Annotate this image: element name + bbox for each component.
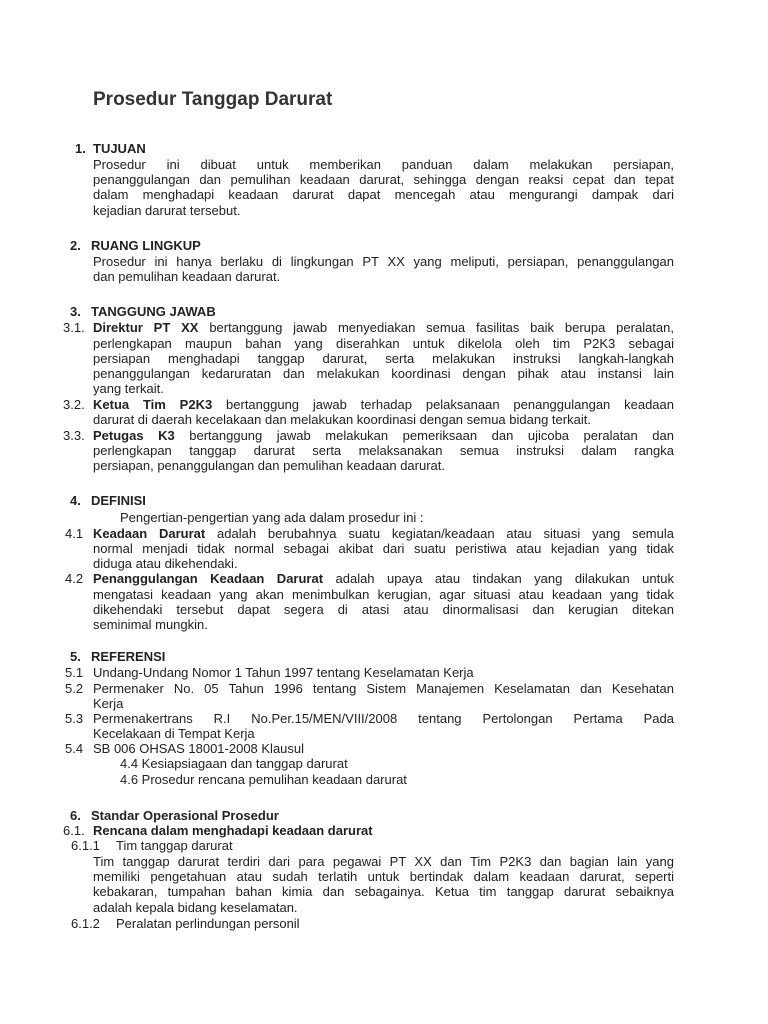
section-number: 6. [70, 808, 81, 823]
paragraph-line: dan pemulihan keadaan darurat. [93, 269, 281, 284]
item-first-line [93, 571, 674, 586]
section-number: 2. [70, 238, 81, 253]
paragraph-line: 4.4 Kesiapsiagaan dan tanggap darurat [120, 756, 348, 771]
paragraph-line: persiapan, penanggulangan dan pemulihan keadaan darurat. [93, 458, 446, 473]
item-title: Tim tanggap darurat [116, 838, 233, 853]
item-text: adalah upaya atau tindakan yang dilakukan untuk [335, 571, 674, 586]
item-term: Petugas K3 [93, 428, 175, 443]
section-number: 1. [75, 141, 86, 156]
item-term: Keadaan Darurat [93, 526, 206, 541]
paragraph-line: Tim tanggap darurat terdiri dari para pegawai PT XX dan Tim P2K3 dan bagian lain yang [93, 854, 674, 869]
section-heading: REFERENSI [91, 649, 166, 664]
paragraph-line: persiapan menghadapi tanggap darurat, serta melakukan instruksi langkah-langkah [93, 351, 674, 366]
item-number: 5.2 [65, 681, 84, 696]
item-number: 3.2. [63, 397, 85, 412]
item-text: bertanggung jawab terhadap pelaksanaan penanggulangan keadaan [226, 397, 674, 412]
section-number: 3. [70, 304, 81, 319]
paragraph-line: Prosedur ini hanya berlaku di lingkungan PT XX yang meliputi, persiapan, penanggulangan [93, 254, 674, 269]
item-number: 5.1 [65, 665, 84, 680]
item-term: Ketua Tim P2K3 [93, 397, 213, 412]
section-heading: RUANG LINGKUP [91, 238, 201, 253]
section-heading: TUJUAN [93, 141, 146, 156]
paragraph-line: SB 006 OHSAS 18001-2008 Klausul [93, 741, 305, 756]
paragraph-line: perlengkapan maupun bahan yang diserahkan untuk dikelola oleh tim P2K3 sebagai [93, 336, 674, 351]
item-number: 6.1.2 [71, 916, 100, 931]
item-number: 5.4 [65, 741, 84, 756]
paragraph-line: Undang-Undang Nomor 1 Tahun 1997 tentang Keselamatan Kerja [93, 665, 474, 680]
paragraph-line: yang terkait. [93, 381, 164, 396]
section-number: 4. [70, 493, 81, 508]
section-intro: Pengertian-pengertian yang ada dalam prosedur ini : [120, 510, 424, 525]
paragraph-line: kejadian darurat tersebut. [93, 203, 241, 218]
item-number: 4.1 [65, 526, 84, 541]
paragraph-line: dikehendaki tersebut dapat segera di atasi atau dinormalisasi dan kerugian ditekan [93, 602, 674, 617]
item-number: 5.3 [65, 711, 84, 726]
item-text: bertanggung jawab menyediakan semua fasilitas baik berupa peralatan, [209, 320, 674, 335]
item-number: 4.2 [65, 571, 84, 586]
subsection-heading: Rencana dalam menghadapi keadaan darurat [93, 823, 373, 838]
subsection-number: 6.1. [63, 823, 85, 838]
item-number: 6.1.1 [71, 838, 100, 853]
item-title: Peralatan perlindungan personil [116, 916, 300, 931]
paragraph-line: memiliki pengetahuan atau sudah terlatih untuk bertindak dalam keadaan darurat, seperti [93, 869, 674, 884]
paragraph-line: adalah kepala bidang keselamatan. [93, 900, 298, 915]
paragraph-line: penanggulangan kedaruratan dan melakukan koordinasi dengan pihak atau instansi lain [93, 366, 674, 381]
item-number: 3.3. [63, 428, 85, 443]
item-first-line [93, 526, 674, 541]
item-term: Penanggulangan Keadaan Darurat [93, 571, 324, 586]
section-heading: DEFINISI [91, 493, 146, 508]
paragraph-line: diduga atau dikehendaki. [93, 556, 238, 571]
item-first-line [93, 428, 674, 443]
paragraph-line: Kecelakaan di Tempat Kerja [93, 726, 255, 741]
paragraph-line: darurat di daerah kecelakaan dan melakukan koordinasi dengan semua bidang terkait. [93, 412, 591, 427]
paragraph-line: Prosedur ini dibuat untuk memberikan panduan dalam melakukan persiapan, [93, 157, 674, 172]
item-first-line [93, 320, 674, 335]
item-number: 3.1. [63, 320, 85, 335]
paragraph-line: Kerja [93, 696, 124, 711]
paragraph-line: mengatasi keadaan yang akan menimbulkan kerugian, agar situasi atau keadaan yang tidak [93, 587, 674, 602]
paragraph-line: normal menjadi tidak normal sebagai akibat dari suatu peristiwa atau kejadian yang tidak [93, 541, 674, 556]
section-number: 5. [70, 649, 81, 664]
paragraph-line: penanggulangan dan pemulihan keadaan darurat, sehingga dengan reaksi cepat dan tepat [93, 172, 674, 187]
item-text: adalah berubahnya suatu kegiatan/keadaan atau situasi yang semula [217, 526, 674, 541]
page-title: Prosedur Tanggap Darurat [93, 89, 333, 110]
item-first-line [93, 397, 674, 412]
section-heading: TANGGUNG JAWAB [91, 304, 216, 319]
paragraph-line: Permenaker No. 05 Tahun 1996 tentang Sistem Manajemen Keselamatan dan Kesehatan [93, 681, 674, 696]
paragraph-line: kebakaran, tumpahan bahan kimia dan sebagainya. Ketua tim tanggap darurat sebaiknya [93, 884, 674, 899]
paragraph-line: dalam menghadapi keadaan darurat dapat mencegah atau mengurangi dampak dari [93, 187, 674, 202]
item-term: Direktur PT XX [93, 320, 199, 335]
paragraph-line: perlengkapan tanggap darurat serta melaksanakan semua instruksi dalam rangka [93, 443, 674, 458]
paragraph-line: seminimal mungkin. [93, 617, 208, 632]
item-text: bertanggung jawab melakukan pemeriksaan dan ujicoba peralatan dan [189, 428, 674, 443]
section-heading: Standar Operasional Prosedur [91, 808, 279, 823]
paragraph-line: Permenakertrans R.I No.Per.15/MEN/VIII/2008 tentang Pertolongan Pertama Pada [93, 711, 674, 726]
paragraph-line: 4.6 Prosedur rencana pemulihan keadaan darurat [120, 772, 407, 787]
